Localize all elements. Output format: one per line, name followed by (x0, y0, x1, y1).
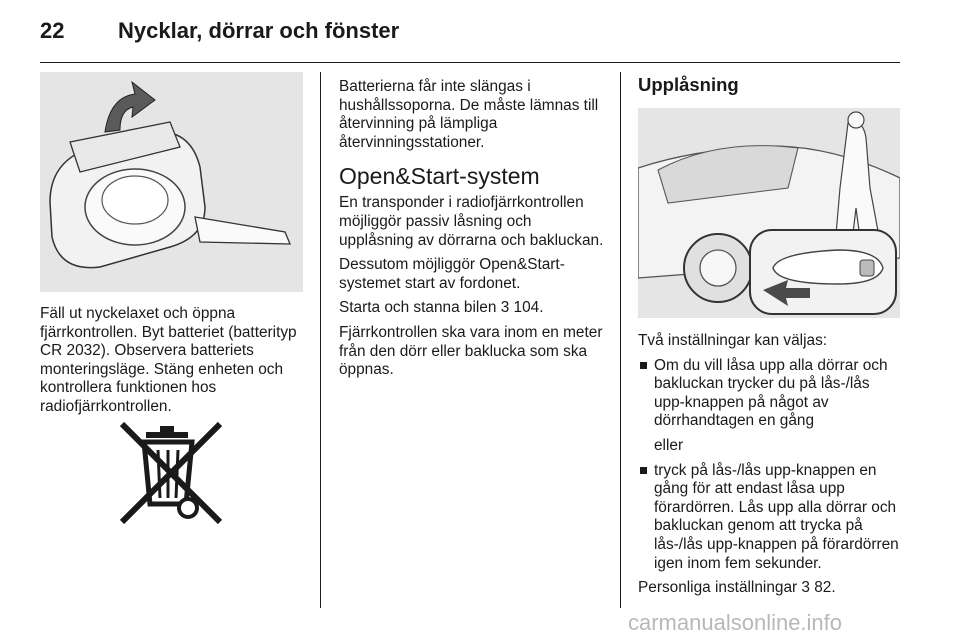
start-stop-text: Starta och stanna bilen (339, 299, 501, 317)
watermark: carmanualsonline.info (628, 610, 843, 635)
column-divider-2 (620, 72, 621, 608)
recycle-bin-crossed-icon (118, 422, 224, 526)
unlocking-heading: Upplåsning (638, 74, 739, 95)
page-ref-82: 82. (809, 579, 836, 597)
unlock-options-list (638, 357, 902, 431)
range-text: Fjärrkontrollen ska vara inom en meter från den dörr eller baklucka som ska öppnas. (339, 323, 603, 379)
battery-disposal-text: Batterierna får inte slängas i hushållssoporna. De måste lämnas till återvinning på lämpliga återvinningsstationer. (339, 78, 599, 151)
personal-settings-text: Personliga inställningar (638, 579, 802, 597)
personal-settings-reference (638, 579, 902, 598)
remote-key-battery-illustration (40, 72, 303, 292)
column-1-text (40, 305, 306, 423)
bullet-icon (640, 467, 647, 474)
settings-intro: Två inställningar kan väljas: (638, 332, 828, 349)
chapter-title: Nycklar, dörrar och fönster (118, 18, 400, 43)
car-door-handle-illustration (638, 108, 900, 318)
list-item (638, 462, 902, 574)
column-3-body (638, 332, 902, 604)
option-driver-door: tryck på lås-/lås upp-knappen en gång för att endast låsa upp förardörren. Lås upp alla dörrar och bakluckan genom att trycka på lås-/lås upp-knappen på förardörren igen inom fem sekunder. (654, 461, 899, 572)
start-stop-reference (339, 299, 605, 318)
transponder-text: En transponder i radiofjärrkontrollen möjliggör passiv låsning och upplåsning av dörrarna och bakluckan. (339, 194, 604, 249)
battery-instructions: Fäll ut nyckelaxet och öppna fjärrkontrollen. Byt batteriet (batterityp CR 2032). Observera batteriets monteringsläge. Stäng enheten och kontrollera funktionen hos radiofjärrkontrollen. (40, 305, 297, 415)
or-separator: eller (654, 436, 684, 454)
list-item (638, 357, 902, 431)
open-start-heading: Open&Start-system (339, 163, 540, 190)
start-text: Dessutom möjliggör Open&Start-systemet start av fordonet. (339, 256, 565, 292)
bullet-icon (640, 362, 647, 369)
reference-arrow-icon: 3 (500, 299, 510, 317)
page-number: 22 (40, 18, 65, 43)
reference-arrow-icon: 3 (801, 579, 810, 597)
unlock-options-list-2 (638, 462, 902, 574)
column-divider-1 (320, 72, 321, 608)
page-header (40, 18, 900, 54)
header-rule (40, 62, 900, 63)
option-all-doors: Om du vill låsa upp alla dörrar och bakluckan trycker du på lås-/lås upp-knappen på något av dörrhandtagen en gång (654, 356, 888, 430)
column-2-text (339, 78, 605, 386)
page-ref-104: 104. (509, 299, 544, 317)
column-3-text (638, 76, 900, 95)
